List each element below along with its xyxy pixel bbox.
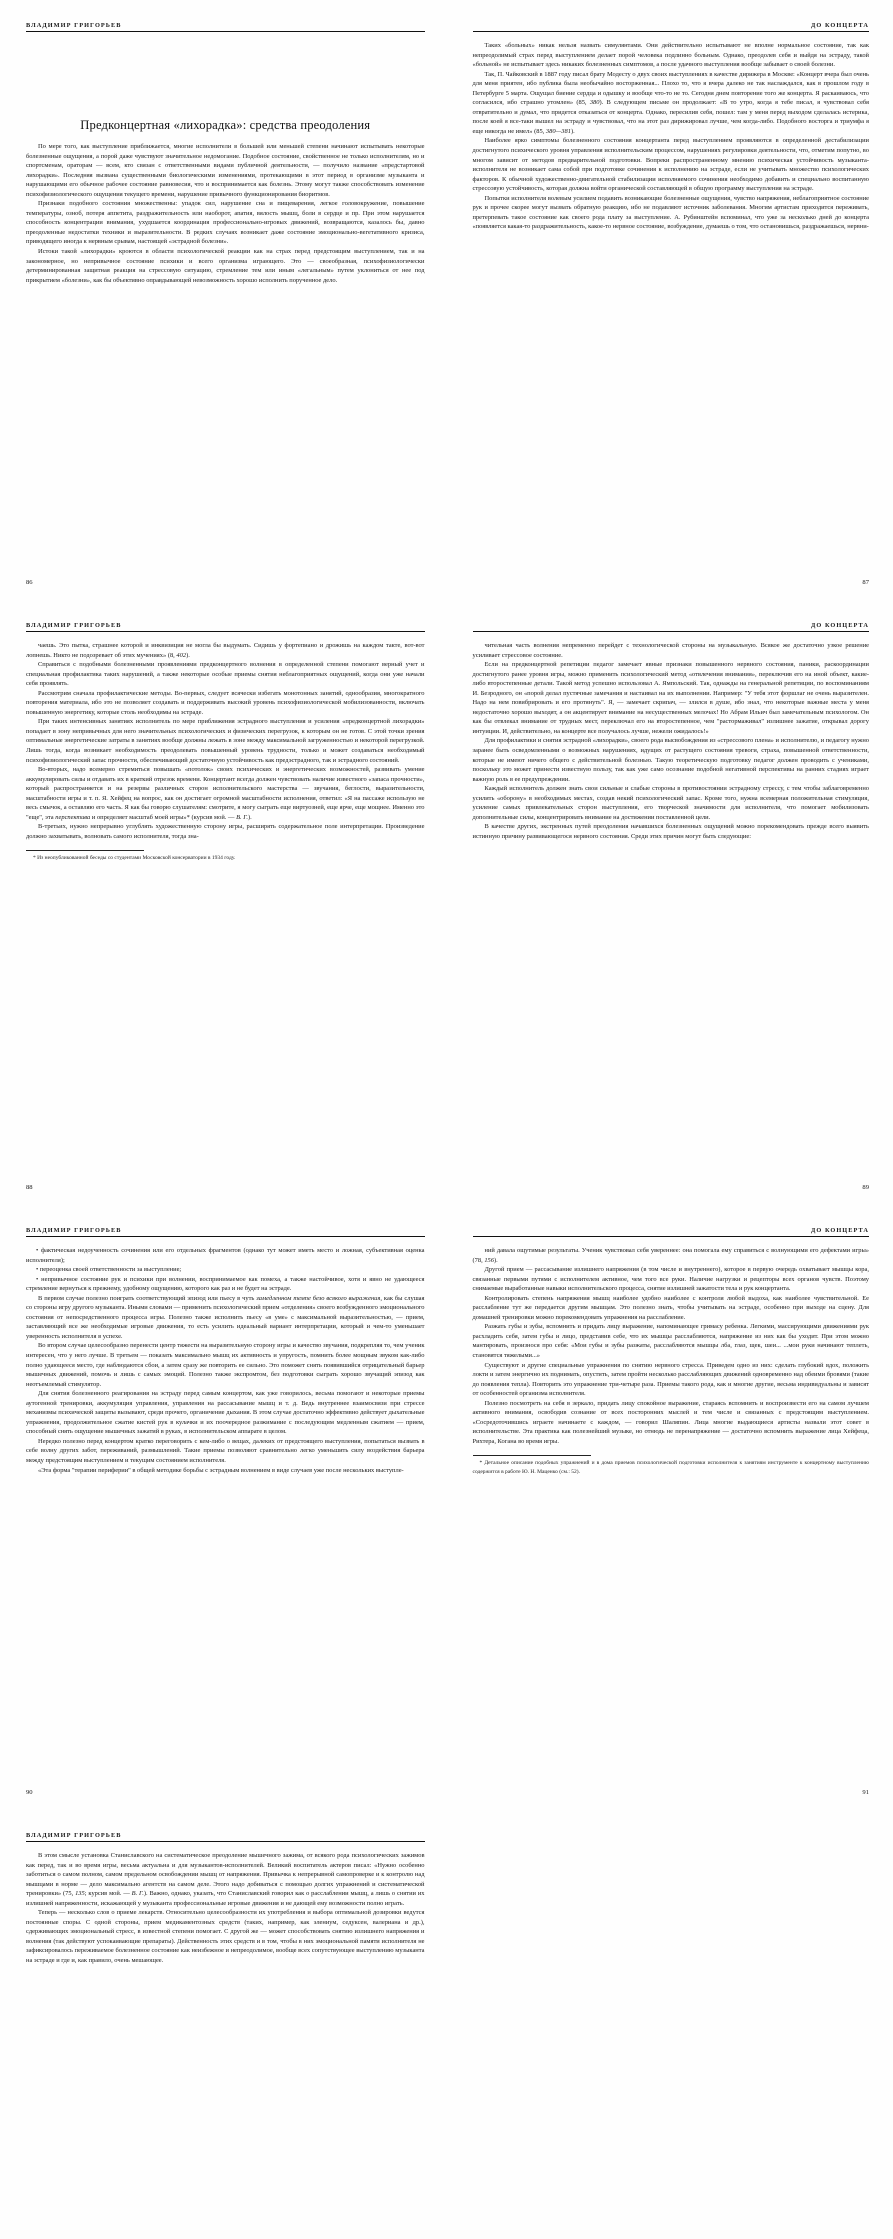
paragraph: чительная часть волнения непременно перейдет с технологической стороны на музыкальную. Всякое же достаточно узкое решение усиливает стрессовое состояние. [472, 642, 869, 659]
bullet-item: • фактическая недоученность сочинения или его отдельных фрагментов (однако тут может иметь место и ложная, субъективная оценка исполнителя); [26, 1247, 425, 1264]
book-page-92 [0, 1810, 447, 2230]
paragraph: Признаки подобного состояния множественны: упадок сил, нарушение сна и пищеварения, легкое головокружение, повышение температуры, озноб, потеря аппетита, раздражительность или наоборот, апатия, вялость мышц, боли в сердце и пр. При этом нарушается способность концентрации внимания, ухудшается координация профессионально-игровых движений, возвращаются, казалось бы, давно преодоленные недостатки техники и выразительности. В редких случаях возникает даже состояние эмоционально-вегетативного кризиса, приводящего иногда к нервным срывам, настоящей «эстрадной болезни». [26, 200, 425, 246]
paragraph: Если на предконцертной репетиции педагог замечает явные признаки повышенного нервного состояния, паники, раскоординации достигнутого ранее уровня игры, можно применить психологический метод «отвлечения внимания», переключив его на иной объект, какие-либо второстепенные детали. Такой метод успешно использовал А. Ямпольский. Так, однажды на генеральной репетиции, по воспоминаниям И. Безродного, он «порой делал пустячные замечания и настаивал на их выполнении. Например: "У тебя этот форшлаг не очень выразителен. Надо на нем повибрировать и его протянуть". Я, — замечает скрипач, — злился в душе, ибо знал, что некоторые важные места у меня недостаточно хорошо выходят, а он акцентирует внимание на несущественных мелочах! Но Абрам Ильич был замечательным психологом. Он как бы отвлекал внимание от трудных мест, переключал его на второстепенное, чем "растормаживал" излишнее зажатие, открывал дорогу интуиции. И, действительно, на концерте все получалось лучше, нежели ожидалось!» [472, 661, 869, 735]
paragraph: Рассмотрим сначала профилактические методы. Во-первых, следует всячески избегать монотонных занятий, однообразия, многократного повторения материала, ибо это не позволяет создавать и поддерживать высокий уровень психофизиологической мобилизованности, включать повышенную энергетику, которые столь необходимы на эстраде. [26, 689, 425, 716]
paragraph: Каждый исполнитель должен знать свои сильные и слабые стороны в противостоянии эстрадному стрессу, с тем чтобы заблаговременно усилить «оборону» в необходимых местах, создав некий психологический запас. Кроме того, нужна всемерная положительная стимуляция, усиление самых привлекательных сторон выступления, его творческой значимости для исполнителя, что помогает мобилизовать дополнительные силы, концентрировать внимание на достижении поставленной цели. [472, 785, 869, 821]
body-text-91 [473, 1246, 870, 1446]
running-head-left [26, 14, 425, 29]
running-head-text: ВЛАДИМИР ГРИГОРЬЕВ [26, 622, 122, 629]
paragraph: Теперь — несколько слов о приеме лекарств. Относительно целесообразности их употребления и выбора оптимальной дозировки ведутся постоянные споры. С одной стороны, прием медикаментозных средств (таких, например, как элениум, седуксен, валериана и др.), сдерживающих эмоциональный стресс, в известной степени помогает. С другой же — может способствовать снятию излишнего напряжения и волнения (так действуют успокаивающие препараты). Действенность этих средств и в том, чтобы в них эмоциональной памяти исполнителя не зафиксировалось переживаемое болезненное состояние как неизбежное и непреодолимое, вообще всех сопутствующее выступлению музыканта на эстраде и где и, как правило, очень мешающее. [26, 1909, 425, 1965]
footnote-block [473, 1455, 870, 1475]
paragraph: В этом смысле установка Станиславского на систематическое преодоление мышечного зажима, от всякого рода психологических зажимов как перед, так и во время игры, весьма актуальна и для музыкантов-исполнителей. Великий воспитатель актеров писал: «Нужно особенно заботиться о самом полном, самом предельном освобождении мышц от напряжения. Привычка к непрерывной самопроверке и к контролю над мышцами в норме — дело максимально агентств на самом деле. Этого надо добиваться с помощью долгих упражнений и систематической тренировки» (75, 135; курсив мой. — В. Г.). Важно, однако, указать, что Станиславский говорил как о расслаблении мышц, а лишь о снятии их излишней напряженности, искажающей у музыканта профессиональные игровые движения и не дающей ему возможности полно играть. [26, 1852, 425, 1907]
page-spread-2 [0, 600, 893, 1205]
page-spread-3 [0, 1205, 893, 1810]
book-page-91 [447, 1205, 893, 1810]
footnote-block [26, 850, 425, 862]
paragraph: Существуют и другие специальные упражнения по снятию нервного стресса. Приведем одно из них: сделать глубокий вдох, положить локти и затем энергично их поднимать, опустить, затем пройти несколько расслабляющих движений одновременно над обеими бровями (такие до появления тепла). Повторить это упражнение три-четыре раза. Приемы такого рода, как и многие другие, весьма индивидуальны и зависят от особенностей организма исполнителя. [472, 1361, 869, 1398]
header-rule [473, 631, 870, 632]
paragraph: Попытки исполнителя волевым усилием подавить возникающие болезненные ощущения, чувство напряжения, неблагоприятное состояние рук и прочее скорее могут вызвать обратную реакцию, ибо не подавляют источник заболевания. Многим артистам приходится переживать, претерпевать такое состояние как своего рода плату за выступление. А. Рубинштейн вспоминал, что уже за несколько дней до концерта «появляется какая-то раздражительность, какое-то нервное состояние, возбуждение, думаешь о том, что остановишься, раздражаешься, нервни- [472, 194, 869, 231]
book-page-88 [0, 600, 447, 1205]
running-head-text: ДО КОНЦЕРТА [810, 622, 869, 629]
paragraph: В первом случае полезно поиграть соответствующий эпизод или пьесу в чуть замедленном темпе безо всякого выражения, как бы слушая со стороны игру другого музыканта. Иными словами — применить психологический прием «отделения» своего возбужденного эмоционального состояния от непосредственного процесса игры. Полезно также исполнить пьесу «в уме» с максимальной выразительностью, — прием, заставляющий все же необходимые игровые движения, то есть усилить идеальный вариант интерпретации, который и чем-то уменьшает уверенность исполнителя в успехе. [26, 1294, 425, 1340]
header-rule [26, 631, 425, 632]
header-rule [26, 1841, 425, 1842]
paragraph: Контролировать степень напряжения мышц наиболее удобно наиболее с контроля любой выдоха, как наиболее чувствительной. Ее расслабление тут же передается другим мышцам. Это полезно знать, чтобы учитывать на эстраде, особенно при выходе на сцену. Для домашней тренировки можно порекомендовать упражнения на расслабление. [472, 1294, 869, 1321]
chapter-title: Предконцертная «лихорадка»: средства преодоления [80, 118, 371, 132]
paragraph: Для профилактики и снятия эстрадной «лихорадки», своего рода высвобождения из «стрессового плена» и исполнителю, и педагогу нужно заранее быть осведомленными о возможных нарушениях, идущих от растущего состояния тревоги, страха, повышенной ответственности, которые не имеют ничего общего с действительной болезнью. Такую теоретическую подготовку педагог должен проводить с учениками, поскольку это может принести известную пользу, так как уже само осознание подобной негативной перспективы на ранних стадиях играет важную роль в ее предупреждении. [472, 737, 869, 783]
book-page-89 [447, 600, 893, 1205]
paragraph: При таких интенсивных занятиях исполнитель по мере приближения эстрадного выступления и усиления «предконцертной лихорадки» попадает в зону непривычных для него значительных психологических и физических перегрузок, к которым он не готов. С этой точки зрения оптимальные энергетические затраты в занятиях вообще должны лежать в зоне между максимальной загруженностью и некоторой перегрузкой. Лишь тогда, когда возникает необходимость преодолевать повышенный уровень трудности, только и может создаваться необходимый психофизиологический запас прочности, обеспечивающий достаточную устойчивость как предэстрадного, так и эстрадного состояний. [26, 718, 425, 764]
page-number: 88 [26, 1184, 33, 1191]
page-spread-4 [0, 1810, 893, 2230]
body-text-90 [26, 1246, 425, 1475]
body-text-87 [473, 41, 870, 232]
running-head-text: ДО КОНЦЕРТА [810, 22, 869, 29]
running-head-right [473, 614, 870, 629]
page-spread-1 [0, 0, 893, 600]
body-text-92 [26, 1851, 425, 1966]
paragraph: Истоки такой «лихорадки» кроются в области психологической реакции как на страх перед предстоящим выступлением, так и на закономерное, но непривычное состояние психики и всего организма играющего. Это — своеобразная, психофизиологически детерминированная защитная реакция на стрессовую ситуацию, стремление тем или иным «легальным» путем уклониться от нее под прикрытием «болезни», как бы объективно оправдывающей невозможность хорошо исполнить порученное дело. [26, 248, 425, 284]
running-head-left [26, 1824, 425, 1839]
blank-page [447, 1810, 893, 2230]
running-head-text: ВЛАДИМИР ГРИГОРЬЕВ [26, 1227, 122, 1234]
running-head-right [473, 14, 870, 29]
book-page-87 [447, 0, 893, 600]
page-number: 90 [26, 1789, 33, 1796]
page-number: 91 [862, 1789, 869, 1796]
running-head-right [473, 1219, 870, 1234]
header-rule [26, 1236, 425, 1237]
header-rule [473, 31, 870, 32]
bullet-item: • непривычное состояние рук и психики при волнении, воспринимаемое как помеха, а также настойчивое, хотя и явно не удающееся стремление вернуться к прежнему, удобному ощущению, которого как раз и не будет на эстраде. [26, 1275, 425, 1293]
paragraph: По мере того, как выступление приближается, многие исполнители в большей или меньшей степени начинают испытывать некоторые болезненные ощущения, а порой даже чувствуют значительное недомогание. Подобное состояние, свойственное не только исполнителям, но и спортсменам, ораторам — всем, кто связан с ответственными видами публичной деятельности, — получило название «предстартовой лихорадки». Последняя вызвана существенными биологическими изменениями, протекающими в этот период в организме музыканта и нарушающими его обычное рабочее состояние равновесия, что и воспринимается как болезнь. Этому могут также способствовать изменение психофизиологического ощущения текущего времени, нарушение привычного функционирования биоритмов. [26, 143, 425, 198]
paragraph: Нередко полезно перед концертом кратко переговорить с кем-либо о вещах, далеких от предстоящего выступления, попытаться вызвать в себе волну других забот, переживаний, размышлений. Такие приемы позволяют сравнительно легко уменьшить силу воздействия барьера между предстоящим выступлением и текущим состоянием исполнителя. [26, 1437, 425, 1465]
body-text-89 [473, 641, 870, 841]
running-head-left [26, 1219, 425, 1234]
paragraph: Другой прием — рассасывание излишнего напряжения (в том числе и внутреннего), которое в первую очередь охватывает мышцы кора, связанные первыми путями с исполнителем активное, чем того все руки. Наличие нагрузки и рецепторы всех органов чувств. Поэтому снимаемые выработанные навыки исполнительского процесса, снятие излишней зажатости тела и рук концертанта. [472, 1266, 869, 1293]
running-head-text: ВЛАДИМИР ГРИГОРЬЕВ [26, 1832, 122, 1839]
title-spacer [26, 32, 425, 118]
paragraph: Во втором случае целесообразно перенести центр тяжести на выразительную сторону игры и качество звучания, подкрепляя то, чем ученик интересен, что у него лучше. В третьем — показать максимально мышц их активность и упругость, помнить более мощным звуком как-либо полно удающееся место, где наблюдаются сбои, а затем сразу же повторить ее сильно. Это поможет снять появившийся отрицательный барьер мышечных движений, помочь и лишь с самых эмоций. Полезно также экспромтом, без подготовки сыграть хорошо звучащий эпизод как неотъемлемый стимулятор. [26, 1342, 425, 1388]
header-rule [473, 1236, 870, 1237]
paragraph: Справиться с подобными болезненными проявлениями предконцертного волнения в определенной степени помогают верный учет и специальная профилактика таких нарушений, а также некоторые особые приемы снятия неблагоприятных ощущений, когда они уже начали себя проявлять. [26, 661, 425, 688]
footnote-text: * Из неопубликованной беседы со студентами Московской консерватории в 1934 году. [33, 855, 236, 862]
page-number: 87 [862, 579, 869, 586]
footnote-rule [26, 850, 144, 851]
running-head-text: ДО КОНЦЕРТА [810, 1227, 869, 1234]
paragraph: Так, П. Чайковский в 1887 году писал брату Модесту о двух своих выступлениях в качестве дирижера в Москве: «Концерт вчера был очень для меня приятен, ибо публика была необычайно восторженная... Плохо то, что я вчера далеко не так наслаждался, как в прошлом году в Петербурге 5 марта. Ощущал биение сердца и одышку и вообще что-то не то. Сегодня днем повторение того же концерта. Я раскаиваюсь, что согласился, ибо страшно утомлен» (85, 380). В следующем письме он продолжает: «В то утро, когда я тебе писал, я чувствовал себя отвратительно и думал, что придется отказаться от концерта. Однако, пересилив себя, пошел: там у меня перед выходом сделалась истерика, после коей я все-таки вышел на эстраду и чувствовал, что на этот раз дирижировал лучше, чем когда-либо. Подобного восторга и триумфа я еще никогда не имел» (85, 380—381). [472, 70, 869, 135]
paragraph: Наиболее ярко симптомы болезненного состояния концертанта перед выступлением проявляются в определенной дестабилизации достигнутого психического уровня управления исполнительским процессом, нарушениях регулировки деятельности, что, отметим попутно, во многом зависит от методов предварительной подготовки. Вопреки распространенному мнению психическая устойчивость музыканта-исполнителя не возникает сама собой при подготовке сочинения к исполнению на эстраде, если не учитывать множество психологических факторов. К обычной художественно-двигательной стабилизации исполняемого сочинения необходимо добавить и специально воспитанную стрессовую устойчивость, которая должна войти органической составляющей в общую программу выступления на эстраде. [472, 137, 869, 193]
bullet-item: • переоценка своей ответственности за выступление; [36, 1266, 182, 1274]
footnote-rule [473, 1455, 591, 1456]
body-text-88 [26, 641, 425, 841]
book-page-90 [0, 1205, 447, 1810]
paragraph: Полезно посмотреть на себя в зеркало, придать лицу спокойное выражение, стараясь вспомнить и воспроизвести его на самом лучшем активного внимания, освободив сознание от всех посторонних мыслей и тем числе и связанных с предстоящим выступлением. «Сосредоточившись играете начинаете с каждом, — говорил Шаляпин. Лица многие выдающиеся артисты назвали этот совет в исполнительстве. Эта практика как полезнейший музыке, но отнюдь не перенапряжение — достаточно вспомнить выражение лица Хейфеца, Рихтера, Когана во время игры. [472, 1399, 869, 1445]
paragraph: В-третьих, нужно непрерывно углублять художественную сторону игры, расширять содержательное поле интерпретации. Произведение должно захватывать, волновать самого исполнителя, тогда зна- [26, 823, 425, 840]
running-head-text: ВЛАДИМИР ГРИГОРЬЕВ [26, 22, 122, 29]
footnote-text: * Детальное описание подобных упражнений и в дома приемов психологической подготовки исполнителя к занятиям инструменте к концертному выступлению содержится в работе Ю. Н. Маценко (см.: 52). [472, 1460, 869, 1475]
paragraph: чаешь. Это пытка, страшнее которой и инквизиция не могла бы выдумать. Сидишь у фортепиано и дрожишь на каждом такте, вот-вот лопнешь. Никто не подозревает об этих мучениях» (8, 402). [26, 642, 425, 659]
paragraph: Разжать губы и зубы, вспомнить и придать лицу выражение, напоминающее гримасу ребенка. Легкими, массирующими движениями рук расхладить себя, затем губы и лицо, представив себе, что их мышцы расслабляются, напряжение из них как бы уходит. При этом можно мантировать, произнося про себя: «Мои губы и зубы разжаты, расслабляются мышцы лба, глаз, щек, шеи... ...мои руки начинают теплеть, становятся тяжелыми...» [472, 1323, 869, 1360]
paragraph: ний давала ощутимые результаты. Ученик чувствовал себя увереннее: она помогала ему справиться с волнующими его дефектами игры» (78, 156). [472, 1247, 869, 1264]
paragraph: В качестве других, экстренных путей преодоления начавшихся болезненных ощущений можно порекомендовать прежде всего выявить истинную причину развивающегося нервного состояния. Среди этих причин могут быть следующие: [472, 823, 869, 840]
paragraph: Для снятия болезненного реагирования на эстраду перед самым концертом, как уже говорилось, весьма помогают и некоторые приемы аутогенной тренировки, аккумуляция управления, управления на рассасывание мышц и т. д. Ведь внутреннее взаимосвязи при стрессе механизмы психической защиты вызывают, среди прочего, органичение дыхания. В этом случае достаточно эффективно действует дыхательные упражнения, продолжительное сжатие кистей рук в кулачки и их поочередное разжимание с последующим медленным сжатием — прием, способный снять ощущение мышечных зажатий в руках, в исполнительском аппарате в целом. [26, 1390, 425, 1436]
paragraph: «Эта форма "терапии периферии" в общей методике борьбы с эстрадным волнением в виде случаев уже после нескольких выступле- [38, 1466, 404, 1474]
body-text-86 [26, 142, 425, 285]
book-page-86 [0, 0, 447, 600]
paragraph: Таких «больных» никак нельзя назвать симулянтами. Они действительно испытывают не вполне нормальное состояние, так как непреодолимый страх перед выступлением делает порой человека подлинно больным. Однако, преодолев себя и выйдя на эстраду, такой «больной» не испытывает здесь никаких болезненных симптомов, а после удачного выступления вообще забывает о своей болезни. [472, 42, 869, 69]
page-number: 89 [862, 1184, 869, 1191]
running-head-left [26, 614, 425, 629]
paragraph: Во-вторых, надо всемерно стремиться повышать «потолок» своих психических и энергетических возможностей, развивать умение аккумулировать силы и отдавать их в краткий отрезок времени. Концертант всегда должен чувствовать наличие известного «запаса прочности», который распространяется и на резервы различных сторон исполнительского мастерства — звучания, беглости, выразительности, масштабности игры и т. п. Я. Хейфец на вопрос, как он достигает огромной масштабности исполнения, ответил: «Я на пассаже использую не весь смычок, а оставляю его часть. Я как бы говорю слушателям: смотрите, я могу сыграть еще виртуозней, еще ярче, еще мощнее. Именно это "еще", эта перспектива и определяет масштаб моей игры»* (курсив мой. — В. Г.). [26, 766, 425, 821]
page-number: 86 [26, 579, 33, 586]
